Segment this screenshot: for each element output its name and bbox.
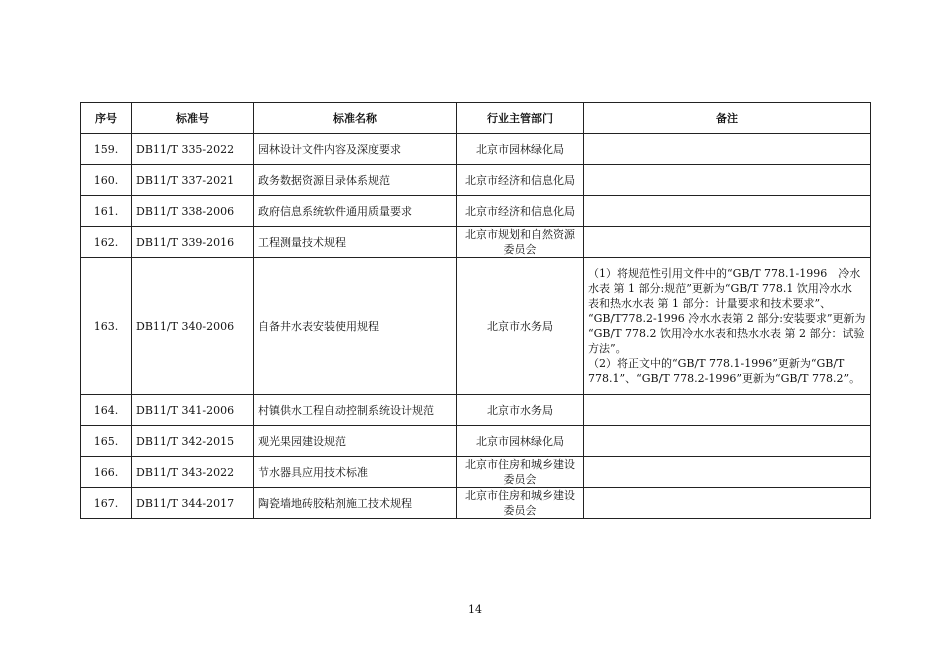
standard-name: 自备井水表安装使用规程 [254, 258, 457, 395]
standard-code: DB11/T 339-2016 [132, 227, 254, 258]
standard-name: 政府信息系统软件通用质量要求 [254, 196, 457, 227]
remark-line: 778.1”、“GB/T 778.2-1996”更新为“GB/T 778.2”。 [588, 372, 861, 385]
standard-name: 观光果园建设规范 [254, 426, 457, 457]
remark-line: 方法”。 [588, 342, 627, 355]
standard-code: DB11/T 337-2021 [132, 165, 254, 196]
table-row [81, 258, 871, 395]
department [457, 395, 584, 426]
remark [584, 426, 871, 457]
page-number: 14 [468, 603, 482, 616]
table-row [81, 134, 871, 165]
header-no: 序号 [81, 103, 132, 134]
department [457, 488, 584, 519]
department-line: 委员会 [503, 504, 537, 517]
row-number: 165. [81, 426, 132, 457]
department-line: 北京市经济和信息化局 [465, 204, 575, 218]
standard-code: DB11/T 344-2017 [132, 488, 254, 519]
remark [584, 227, 871, 258]
standard-code: DB11/T 341-2006 [132, 395, 254, 426]
remark [584, 196, 871, 227]
table-row [81, 488, 871, 519]
department-line: 北京市规划和自然资源 [465, 228, 575, 241]
remark [584, 258, 871, 395]
remark-line: （1）将规范性引用文件中的“GB/T 778.1-1996 冷水 [588, 267, 861, 280]
row-number: 162. [81, 227, 132, 258]
standard-code: DB11/T 335-2022 [132, 134, 254, 165]
standard-name: 陶瓷墙地砖胶粘剂施工技术规程 [254, 488, 457, 519]
remark [584, 134, 871, 165]
standard-name: 政务数据资源目录体系规范 [254, 165, 457, 196]
row-number: 159. [81, 134, 132, 165]
department-line: 委员会 [503, 243, 537, 256]
row-number: 167. [81, 488, 132, 519]
row-number: 160. [81, 165, 132, 196]
remark [584, 165, 871, 196]
row-number: 166. [81, 457, 132, 488]
department-line: 北京市水务局 [487, 403, 553, 417]
department-line: 北京市住房和城乡建设 [465, 489, 575, 502]
standard-code: DB11/T 342-2015 [132, 426, 254, 457]
department [457, 227, 584, 258]
header-name: 标准名称 [254, 103, 457, 134]
standard-name: 工程测量技术规程 [254, 227, 457, 258]
remark-line: （2）将正文中的“GB/T 778.1-1996”更新为“GB/T [588, 357, 845, 370]
table-row [81, 165, 871, 196]
row-number: 163. [81, 258, 132, 395]
standard-name: 节水器具应用技术标准 [254, 457, 457, 488]
table-row [81, 395, 871, 426]
table-body [81, 134, 871, 519]
department [457, 165, 584, 196]
remark-line: “GB/T778.2-1996 冷水水表第 2 部分:安装要求”更新为 [588, 312, 866, 325]
standard-code: DB11/T 343-2022 [132, 457, 254, 488]
header-code: 标准号 [132, 103, 254, 134]
table-row [81, 227, 871, 258]
standard-code: DB11/T 340-2006 [132, 258, 254, 395]
standards-table [80, 102, 871, 519]
department-line: 北京市园林绿化局 [476, 142, 564, 156]
row-number: 164. [81, 395, 132, 426]
department [457, 258, 584, 395]
remark [584, 395, 871, 426]
header-note: 备注 [584, 103, 871, 134]
remark-line: 水表 第 1 部分:规范”更新为“GB/T 778.1 饮用冷水水 [588, 282, 852, 295]
table-row [81, 457, 871, 488]
department [457, 196, 584, 227]
department-line: 北京市住房和城乡建设 [465, 458, 575, 471]
header-dept: 行业主管部门 [457, 103, 584, 134]
remark [584, 457, 871, 488]
department-line: 北京市经济和信息化局 [465, 173, 575, 187]
table-row [81, 196, 871, 227]
table-header-row [81, 103, 871, 134]
department [457, 426, 584, 457]
standard-name: 村镇供水工程自动控制系统设计规范 [254, 395, 457, 426]
department [457, 134, 584, 165]
row-number: 161. [81, 196, 132, 227]
department-line: 委员会 [503, 473, 537, 486]
standard-name: 园林设计文件内容及深度要求 [254, 134, 457, 165]
department [457, 457, 584, 488]
remark [584, 488, 871, 519]
remark-line: 表和热水水表 第 1 部分：计量要求和技术要求”、 [588, 297, 832, 310]
department-line: 北京市园林绿化局 [476, 434, 564, 448]
department-line: 北京市水务局 [487, 319, 553, 333]
remark-line: “GB/T 778.2 饮用冷水水表和热水水表 第 2 部分：试验 [588, 327, 865, 340]
table-row [81, 426, 871, 457]
standard-code: DB11/T 338-2006 [132, 196, 254, 227]
